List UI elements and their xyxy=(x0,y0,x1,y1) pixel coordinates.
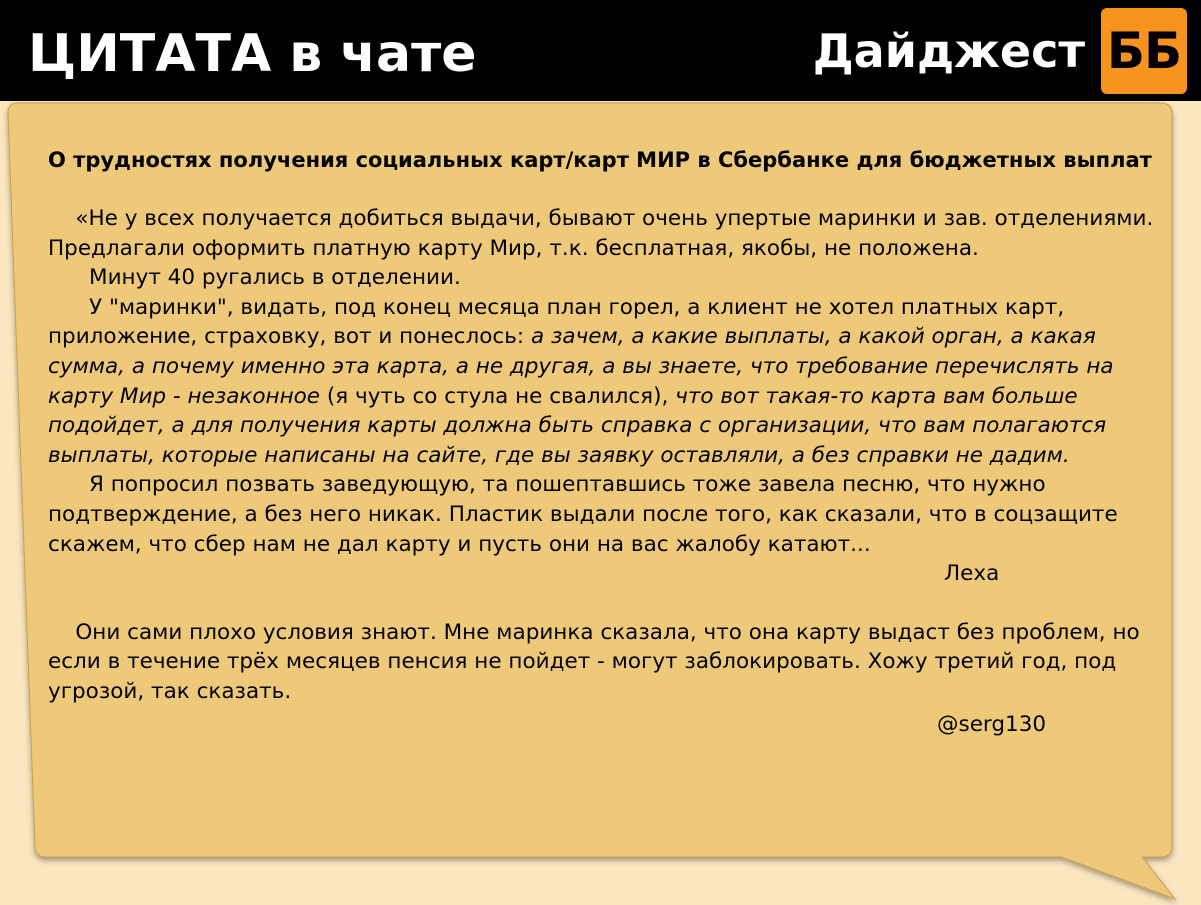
quote2-author: @serg130 xyxy=(937,711,1047,737)
quote1-paragraph-3 xyxy=(48,293,1163,471)
quote-content xyxy=(48,146,1163,739)
brand-name: Дайджест xyxy=(812,24,1085,78)
quote1-p3-text-c: (я чуть со стула не свалился), xyxy=(320,383,676,409)
spacer xyxy=(48,589,1163,618)
quote1-paragraph-4: Я попросил позвать заведующую, та пошептавшись тоже завела песню, что нужно подтверждение, а без него никак. Пластик выдали после того, как сказали, что в соцзащите скажем, что сбер нам не дал карту и пусть они на вас жалобу катают... xyxy=(48,472,1125,557)
quote1-paragraph-2: Минут 40 ругались в отделении. xyxy=(48,265,461,291)
brand-logo: ББ xyxy=(1101,8,1187,94)
quote1-paragraph-1: «Не у всех получается добиться выдачи, бывают очень упертые маринки и зав. отделениями. Предлагали оформить платную карту Мир, т.к. бесплатная, якобы, не положена. xyxy=(48,206,1161,261)
quote1-p3-italic-d: что вот такая-то карта вам больше подойдет, а для получения карты должна быть справка с организации, что вам полагаются выплаты, которые написаны на сайте, где вы заявку оставляли, а без справки не дадим. xyxy=(48,383,1113,468)
quote1-p3-text-a: У "маринки", видать, под конец месяца план горел, а клиент не хотел платных карт, приложение, страховку, вот и понеслось: xyxy=(48,294,1072,350)
quote1-author: Леха xyxy=(944,561,1000,587)
post-heading: О трудностях получения социальных карт/карт МИР в Сбербанке для бюджетных выплат xyxy=(48,148,1152,172)
header-title: ЦИТАТА в чате xyxy=(28,24,477,84)
quote2-paragraph-1: Они сами плохо условия знают. Мне маринка сказала, что она карту выдаст без проблем, но если в течение трёх месяцев пенсия не пойдет - могут заблокировать. Хожу третий год, под угрозой, так сказать. xyxy=(48,619,1147,704)
quote1-p3-italic-b: а зачем, а какие выплаты, а какой орган, а какая сумма, а почему именно эта карта, а не другая, а вы знаете, что требование перечислять на карту Мир - незаконное xyxy=(48,324,1121,409)
